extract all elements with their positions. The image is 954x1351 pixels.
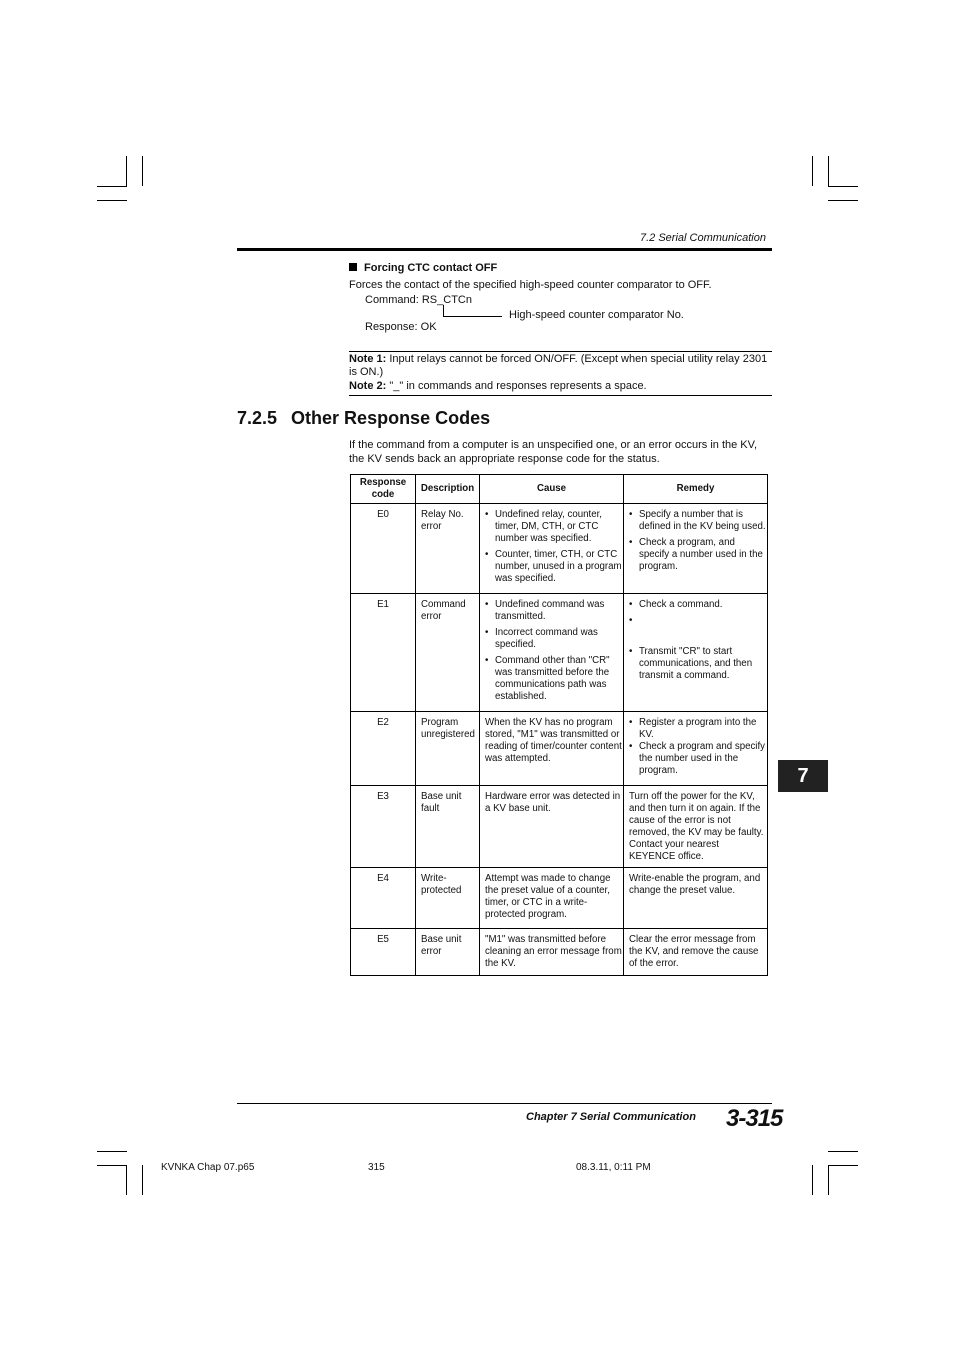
slug-file-name: KVNKA Chap 07.p65 [161, 1162, 255, 1173]
note-1-text: Input relays cannot be forced ON/OFF. (Except when special utility relay 2301 is ON.) [349, 353, 768, 378]
table-header-row [351, 475, 768, 504]
crop-mark [97, 1165, 127, 1166]
callout-bracket [443, 305, 502, 317]
note-rule [349, 351, 772, 352]
cell-cause: "M1" was transmitted before cleaning an error message from the KV. [480, 929, 624, 976]
crop-mark [97, 200, 127, 201]
cell-code: E2 [351, 712, 416, 786]
list-item: • Register a program into the KV. [629, 717, 767, 741]
crop-mark [126, 1165, 127, 1195]
cell-remedy [624, 594, 768, 712]
square-bullet-icon [349, 263, 357, 271]
column-header-code: Response code [351, 475, 416, 504]
cell-remedy [624, 504, 768, 594]
cell-code: E0 [351, 504, 416, 594]
crop-mark [828, 186, 858, 187]
cell-code: E4 [351, 868, 416, 929]
list-item: • Command other than "CR" was transmitted before the communications path was established. [485, 655, 623, 703]
list-item: • Check a program and specify the number used in the program. [629, 741, 767, 777]
list-item: • Undefined command was transmitted. [485, 599, 623, 623]
cell-remedy [624, 712, 768, 786]
cell-cause: When the KV has no program stored, "M1" was transmitted or reading of timer/counter content was attempted. [480, 712, 624, 786]
table-row [351, 929, 768, 976]
cell-cause [480, 594, 624, 712]
crop-mark [828, 1165, 829, 1195]
column-header-description: Description [416, 475, 480, 504]
column-header-remedy: Remedy [624, 475, 768, 504]
cell-remedy: Turn off the power for the KV, and then turn it on again. If the cause of the error is not removed, the KV may be faulty. Contact your nearest KEYENCE office. [624, 786, 768, 868]
cell-cause: Hardware error was detected in a KV base unit. [480, 786, 624, 868]
crop-mark [812, 156, 813, 186]
page-number: 3-315 [726, 1105, 783, 1132]
cell-description: Command error [416, 594, 480, 712]
table-row [351, 594, 768, 712]
crop-mark [142, 1165, 143, 1195]
table-row [351, 786, 768, 868]
cell-cause: Attempt was made to change the preset value of a counter, timer, or CTC in a write-protected program. [480, 868, 624, 929]
note-2-label: Note 2: [349, 380, 387, 392]
cell-remedy: Clear the error message from the KV, and remove the cause of the error. [624, 929, 768, 976]
note-1 [349, 353, 769, 379]
list-item: • Check a program, and specify a number used in the program. [629, 537, 767, 573]
cell-code: E1 [351, 594, 416, 712]
crop-mark [828, 156, 829, 186]
running-header: 7.2 Serial Communication [640, 232, 766, 244]
cell-description: Relay No. error [416, 504, 480, 594]
callout-label: High-speed counter comparator No. [509, 309, 684, 321]
response-line: Response: OK [365, 321, 437, 333]
cell-description: Write-protected [416, 868, 480, 929]
section-heading [237, 408, 504, 429]
crop-mark [142, 156, 143, 186]
chapter-tab: 7 [778, 760, 828, 792]
column-header-cause: Cause [480, 475, 624, 504]
list-item: • Specify a number that is defined in the KV being used. [629, 509, 767, 533]
crop-mark [828, 1151, 858, 1152]
cell-description: Base unit fault [416, 786, 480, 868]
cell-code: E5 [351, 929, 416, 976]
cell-cause [480, 504, 624, 594]
list-item: • Counter, timer, CTH, or CTC number, unused in a program was specified. [485, 549, 623, 585]
header-rule [237, 248, 772, 251]
cell-code: E3 [351, 786, 416, 868]
crop-mark [828, 1165, 858, 1166]
crop-mark [97, 1151, 127, 1152]
crop-mark [97, 186, 127, 187]
list-item: • Undefined relay, counter, timer, DM, CTH, or CTC number was specified. [485, 509, 623, 545]
forcing-description: Forces the contact of the specified high-speed counter comparator to OFF. [349, 279, 712, 291]
list-item: • Incorrect command was specified. [485, 627, 623, 651]
cell-description: Program unregistered [416, 712, 480, 786]
crop-mark [812, 1165, 813, 1195]
slug-date: 08.3.11, 0:11 PM [576, 1162, 651, 1173]
section-title: Other Response Codes [291, 408, 491, 428]
command-line: Command: RS_CTCn [365, 294, 472, 306]
list-item: • Transmit "CR" to start communications, and then transmit a command. [629, 646, 767, 682]
cell-remedy: Write-enable the program, and change the preset value. [624, 868, 768, 929]
section-number: 7.2.5 [237, 408, 278, 428]
response-code-table [350, 474, 768, 976]
note-rule [349, 395, 772, 396]
list-item: • Check a command. [629, 599, 767, 611]
list-spacer [629, 615, 767, 646]
crop-mark [126, 156, 127, 186]
slug-page-number: 315 [368, 1162, 385, 1173]
footer-rule [237, 1103, 772, 1104]
note-2 [349, 380, 647, 392]
crop-mark [828, 200, 858, 201]
table-row [351, 712, 768, 786]
note-1-label: Note 1: [349, 353, 387, 365]
note-2-text: "_" in commands and responses represents a space. [386, 380, 647, 392]
cell-description: Base unit error [416, 929, 480, 976]
table-row [351, 868, 768, 929]
section-intro: If the command from a computer is an unspecified one, or an error occurs in the KV, the KV sends back an appropriate response code for the status. [349, 439, 758, 465]
forcing-heading [349, 262, 497, 274]
table-row [351, 504, 768, 594]
footer-chapter: Chapter 7 Serial Communication [526, 1111, 696, 1123]
forcing-title: Forcing CTC contact OFF [364, 262, 498, 274]
